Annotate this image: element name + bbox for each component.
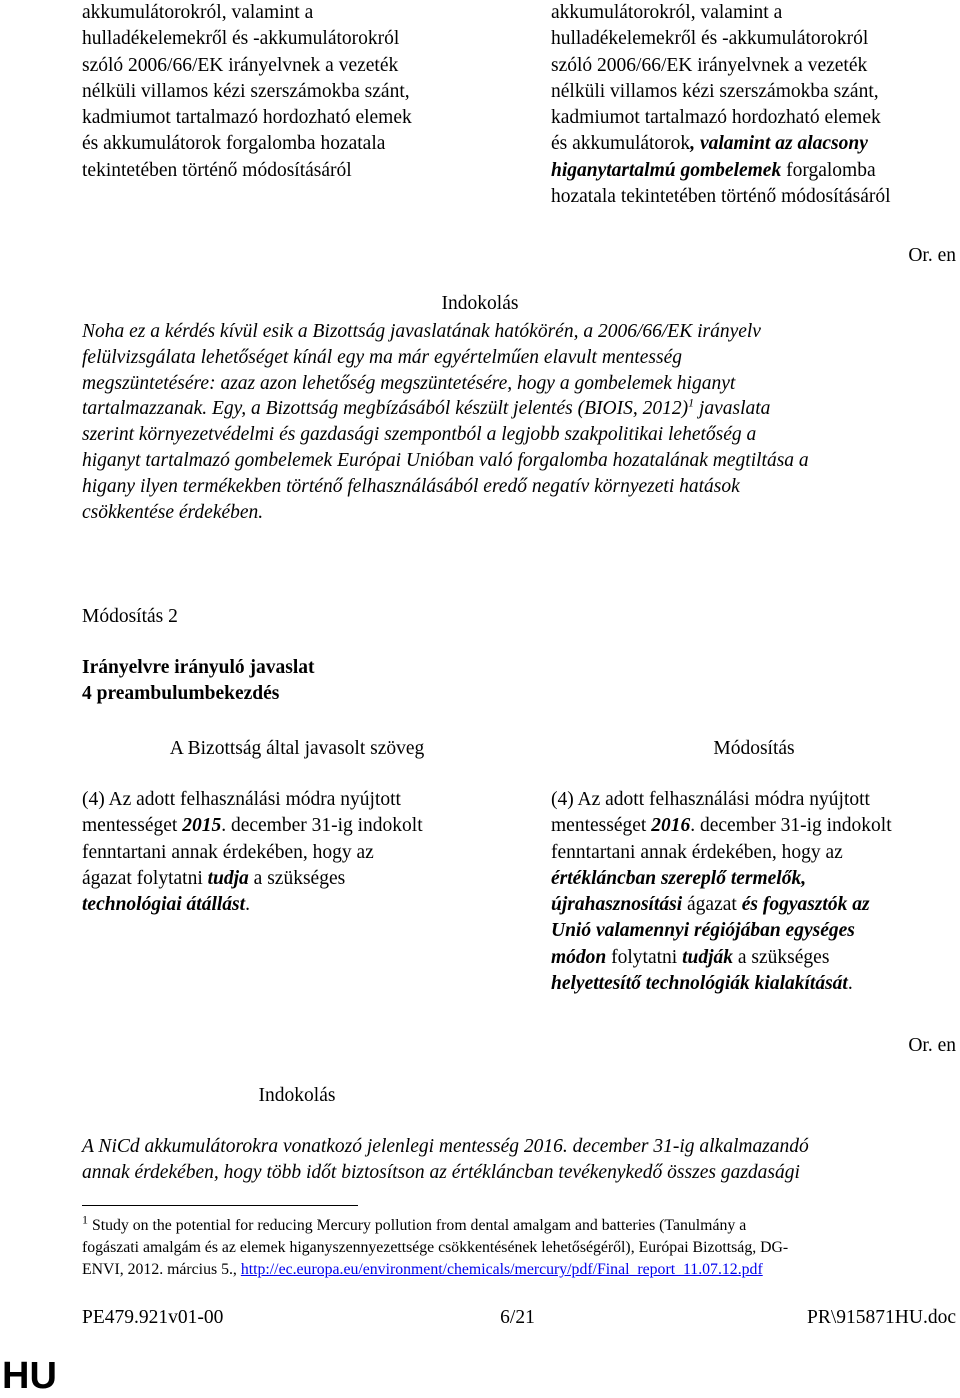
text-line: értékláncban szereplő termelők, [551,867,807,889]
text-line: higanytartalmú gombelemek forgalomba [551,159,876,181]
text-line: akkumulátorokról, valamint a [551,2,783,23]
text-line: szóló 2006/66/EK irányelvnek a vezeték [551,54,868,76]
text-line: $^1$ Study on the potential for reducing Mercury pollution from dental amalgam and batteries (Tanulmány a [82,1212,747,1234]
text-line: annak érdekében, hogy több időt biztosítson az értékláncban tevékenykedő összes gazdasági [82,1161,800,1183]
justification-heading: Indokolás [258,1085,336,1106]
justification-text [82,1134,957,1186]
file-name: PR\915871HU.doc [807,1307,956,1328]
justification-text [82,319,957,525]
text-line: Unió valamennyi régiójában egységes [551,920,855,942]
text-line: felülvizsgálata lehetőséget kínál egy ma már egyértelműen elavult mentesség [82,346,682,368]
text-line: fenntartani annak érdekében, hogy az [551,841,843,863]
text-line: kadmiumot tartalmazó hordozható elemek [82,107,412,129]
right-column-title [551,0,957,210]
text-line: kadmiumot tartalmazó hordozható elemek [551,107,881,129]
document-reference: PE479.921v01-00 [82,1307,224,1328]
text-line: Noha ez a kérdés kívül esik a Bizottság javaslatának hatókörén, a 2006/66/EK irányelv [82,321,761,342]
footnote-marker: 1 [82,1212,88,1227]
language-code: HU [2,1355,57,1397]
text-line: akkumulátorokról, valamint a [82,2,314,23]
text-line: mentességet 2015. december 31-ig indokolt [82,815,423,837]
text-line: ágazat folytatni tudja a szükséges [82,867,346,889]
text-line: (4) Az adott felhasználási módra nyújtott [82,789,401,810]
text-line: nélküli villamos kézi szerszámokba szánt, [82,80,410,102]
commission-text [82,787,512,918]
justification-heading: Indokolás [441,293,519,314]
text-line: A NiCd akkumulátorokra vonatkozó jelenlegi mentesség 2016. december 31-ig alkalmazandó [82,1136,809,1157]
amendment-target [82,655,315,707]
text-line: szerint környezetvédelmi és gazdasági szempontból a legjobb szakpolitikai lehetőség a [82,424,757,446]
recital-label: 4 preambulumbekezdés [82,683,280,704]
page-number: 6/21 [500,1307,535,1328]
text-line: és akkumulátorok forgalomba hozatala [82,133,386,155]
footnote-reference[interactable]: 1 [688,395,695,410]
text-line: tekintetében történő módosításáról [82,159,352,181]
text-line: higanyt tartalmazó gombelemek Európai Unióban való forgalomba hozatalának megtiltása a [82,449,809,471]
text-line: nélküli villamos kézi szerszámokba szánt, [551,80,879,102]
text-line: hulladékelemekről és -akkumulátorokról [82,28,400,50]
text-line: módon folytatni tudják a szükséges [551,946,830,968]
text-line: fogászati amalgám és az elemek higanyszennyezettsége csökkentésének lehetőségéről), Európai Bizottság, DG- [82,1239,789,1256]
text-line: technológiai átállást. [82,894,250,916]
text-line: tartalmazzanak. Egy, a Bizottság megbízásából készült jelentés (BIOIS, 2012)$^1$ javaslata [82,395,771,420]
amendment-header: Módosítás [713,738,795,759]
text-line: csökkentése érdekében. [82,501,264,523]
original-language-label: Or. en [908,245,956,266]
text-line: és akkumulátorok, valamint az alacsony [551,133,868,155]
commission-text-header: A Bizottság által javasolt szöveg [169,738,425,759]
text-line: szóló 2006/66/EK irányelvnek a vezeték [82,54,399,76]
footnote [82,1212,957,1281]
text-line: újrahasznosítási ágazat és fogyasztók az [551,894,870,916]
footnote-separator [82,1205,358,1206]
left-column-title [82,0,512,184]
amended-text [551,787,957,997]
text-line: megszüntetésére: azaz azon lehetőség megszüntetésére, hogy a gombelemek higanyt [82,372,736,394]
text-line: fenntartani annak érdekében, hogy az [82,841,374,863]
proposal-label: Irányelvre irányuló javaslat [82,657,315,678]
text-line: hulladékelemekről és -akkumulátorokról [551,28,869,50]
text-line: (4) Az adott felhasználási módra nyújtott [551,789,870,810]
text-line: higany ilyen termékekben történő felhasználásából eredő negatív környezeti hatások [82,475,740,497]
text-line: hozatala tekintetében történő módosításáról [551,186,891,208]
text-line: ENVI, 2012. március 5., http://ec.europa.eu/environment/chemicals/mercury/pdf/Final_report_11.07.12.pdf [82,1261,763,1278]
text-line: mentességet 2016. december 31-ig indokolt [551,815,892,837]
amendment-number: Módosítás 2 [82,606,178,627]
text-line: helyettesítő technológiák kialakítását. [551,973,853,995]
original-language-label: Or. en [908,1035,956,1056]
footnote-link[interactable]: http://ec.europa.eu/environment/chemicals/mercury/pdf/Final_report_11.07.12.pdf [240,1261,763,1278]
